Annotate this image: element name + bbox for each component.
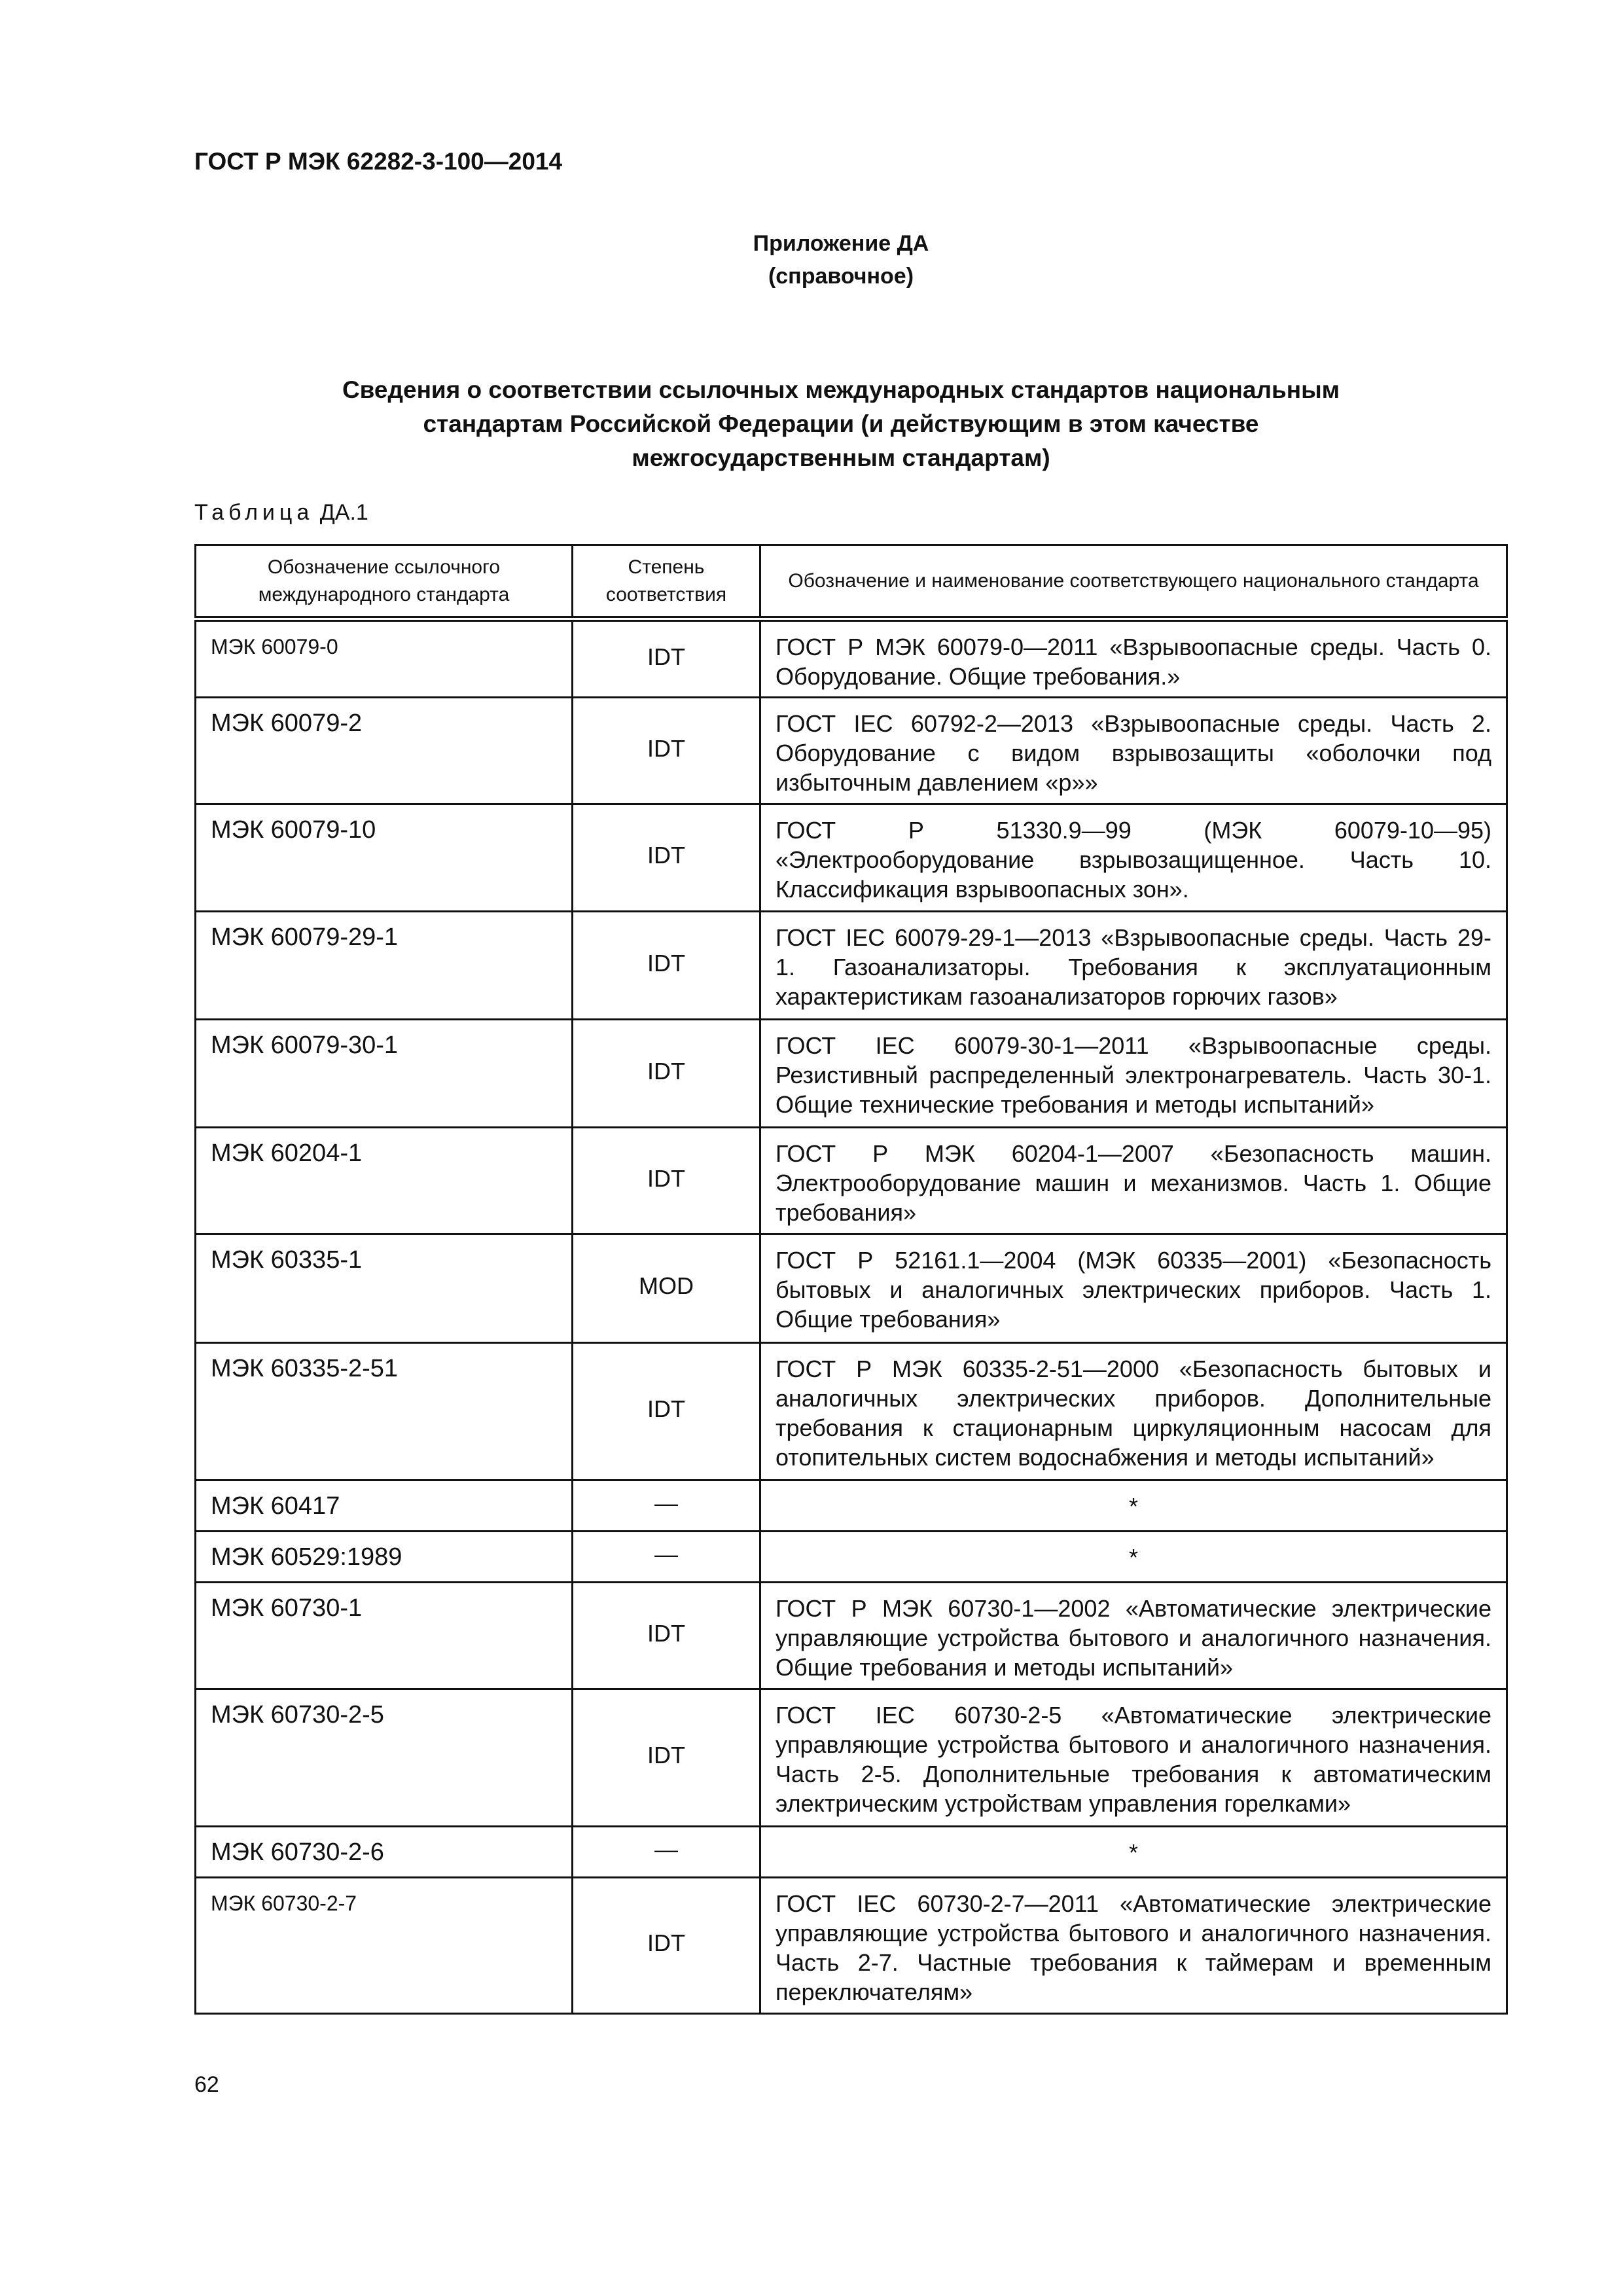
appendix-title: Приложение ДА — [753, 231, 929, 256]
degree-cell: — — [573, 1532, 760, 1583]
reference-standard-cell: МЭК 60335-2-51 — [196, 1343, 573, 1480]
national-standard-cell: ГОСТ IEC 60079-29-1—2013 «Взрывоопасные среды. Часть 29-1. Газоанализаторы. Требования к эксплуатационным характеристикам газоанализаторов горючих газов» — [760, 912, 1507, 1020]
appendix-heading — [0, 227, 1623, 293]
title-line: межгосударственным стандартам) — [632, 444, 1050, 471]
degree-cell: IDT — [573, 619, 760, 698]
national-standard-cell: ГОСТ Р МЭК 60079-0—2011 «Взрывоопасные среды. Часть 0. Оборудование. Общие требования.» — [760, 619, 1507, 698]
reference-standard-cell: МЭК 60730-2-6 — [196, 1827, 573, 1878]
degree-cell: IDT — [573, 1020, 760, 1128]
degree-cell: — — [573, 1480, 760, 1532]
national-standard-cell: ГОСТ Р МЭК 60204-1—2007 «Безопасность машин. Электрооборудование машин и механизмов. Часть 1. Общие требования» — [760, 1128, 1507, 1234]
table-caption-id: ДА.1 — [319, 500, 368, 525]
table-row — [196, 1532, 1507, 1583]
reference-standard-cell: МЭК 60730-1 — [196, 1583, 573, 1689]
national-standard-cell: ГОСТ IEC 60079-30-1—2011 «Взрывоопасные среды. Резистивный распределенный электронагреватель. Часть 30-1. Общие технические требования и методы испытаний» — [760, 1020, 1507, 1128]
reference-standard-cell: МЭК 60730-2-7 — [196, 1878, 573, 2014]
table-row — [196, 698, 1507, 804]
national-standard-cell: ГОСТ IEC 60730-2-7—2011 «Автоматические электрические управляющие устройства бытового и аналогичного назначения. Часть 2-7. Частные требования к таймерам и временным переключателям» — [760, 1878, 1507, 2014]
degree-cell: IDT — [573, 698, 760, 804]
national-standard-cell: * — [760, 1532, 1507, 1583]
reference-standard-cell: МЭК 60204-1 — [196, 1128, 573, 1234]
table-caption — [194, 500, 368, 526]
degree-cell: IDT — [573, 1128, 760, 1234]
table-row — [196, 1020, 1507, 1128]
degree-cell: IDT — [573, 1878, 760, 2014]
degree-cell: IDT — [573, 804, 760, 912]
table-row — [196, 804, 1507, 912]
table-row — [196, 1234, 1507, 1343]
title-line: Сведения о соответствии ссылочных международных стандартов национальным — [342, 376, 1340, 403]
reference-standard-cell: МЭК 60730-2-5 — [196, 1689, 573, 1827]
reference-standard-cell: МЭК 60079-29-1 — [196, 912, 573, 1020]
national-standard-cell: ГОСТ Р МЭК 60335-2-51—2000 «Безопасность бытовых и аналогичных электрических приборов. Дополнительные требования к стационарным циркуляционным насосам для отопительных систем водоснабжения и методы испытаний» — [760, 1343, 1507, 1480]
reference-standard-cell: МЭК 60079-0 — [196, 619, 573, 698]
appendix-subtitle: (справочное) — [768, 264, 914, 289]
degree-cell: IDT — [573, 1689, 760, 1827]
reference-standard-cell: МЭК 60079-30-1 — [196, 1020, 573, 1128]
reference-standard-cell: МЭК 60079-10 — [196, 804, 573, 912]
document-id: ГОСТ Р МЭК 62282-3-100—2014 — [194, 148, 563, 175]
table-row — [196, 1583, 1507, 1689]
column-header-degree: Степень соответствия — [573, 545, 760, 619]
reference-standard-cell: МЭК 60529:1989 — [196, 1532, 573, 1583]
national-standard-cell: ГОСТ Р 51330.9—99 (МЭК 60079-10—95) «Электрооборудование взрывозащищенное. Часть 10. Классификация взрывоопасных зон». — [760, 804, 1507, 912]
section-title — [0, 373, 1623, 475]
national-standard-cell: * — [760, 1480, 1507, 1532]
table-row — [196, 1128, 1507, 1234]
page-number: 62 — [194, 2072, 219, 2097]
table-row — [196, 912, 1507, 1020]
national-standard-cell: * — [760, 1827, 1507, 1878]
degree-cell: IDT — [573, 1343, 760, 1480]
degree-cell: IDT — [573, 1583, 760, 1689]
national-standard-cell: ГОСТ Р 52161.1—2004 (МЭК 60335—2001) «Безопасность бытовых и аналогичных электрических приборов. Часть 1. Общие требования» — [760, 1234, 1507, 1343]
column-header-national: Обозначение и наименование соответствующего национального стандарта — [760, 545, 1507, 619]
table-row — [196, 1689, 1507, 1827]
column-header-reference: Обозначение ссылочного международного стандарта — [196, 545, 573, 619]
national-standard-cell: ГОСТ IEC 60730-2-5 «Автоматические электрические управляющие устройства бытового и аналогичного назначения. Часть 2-5. Дополнительные требования к автоматическим электрическим устройствам управления горелками» — [760, 1689, 1507, 1827]
title-line: стандартам Российской Федерации (и действующим в этом качестве — [423, 410, 1259, 437]
reference-standard-cell: МЭК 60417 — [196, 1480, 573, 1532]
standards-table — [194, 544, 1508, 2015]
degree-cell: — — [573, 1827, 760, 1878]
table-row — [196, 619, 1507, 698]
table-caption-word: Таблица — [194, 500, 314, 525]
table-row — [196, 1343, 1507, 1480]
degree-cell: IDT — [573, 912, 760, 1020]
national-standard-cell: ГОСТ Р МЭК 60730-1—2002 «Автоматические электрические управляющие устройства бытового и аналогичного назначения. Общие требования и методы испытаний» — [760, 1583, 1507, 1689]
table-row — [196, 1480, 1507, 1532]
reference-standard-cell: МЭК 60079-2 — [196, 698, 573, 804]
table-row — [196, 1878, 1507, 2014]
degree-cell: MOD — [573, 1234, 760, 1343]
reference-standard-cell: МЭК 60335-1 — [196, 1234, 573, 1343]
table-row — [196, 1827, 1507, 1878]
national-standard-cell: ГОСТ IEC 60792-2—2013 «Взрывоопасные среды. Часть 2. Оборудование с видом взрывозащиты «оболочки под избыточным давлением «p»» — [760, 698, 1507, 804]
table-header-row — [196, 545, 1507, 619]
